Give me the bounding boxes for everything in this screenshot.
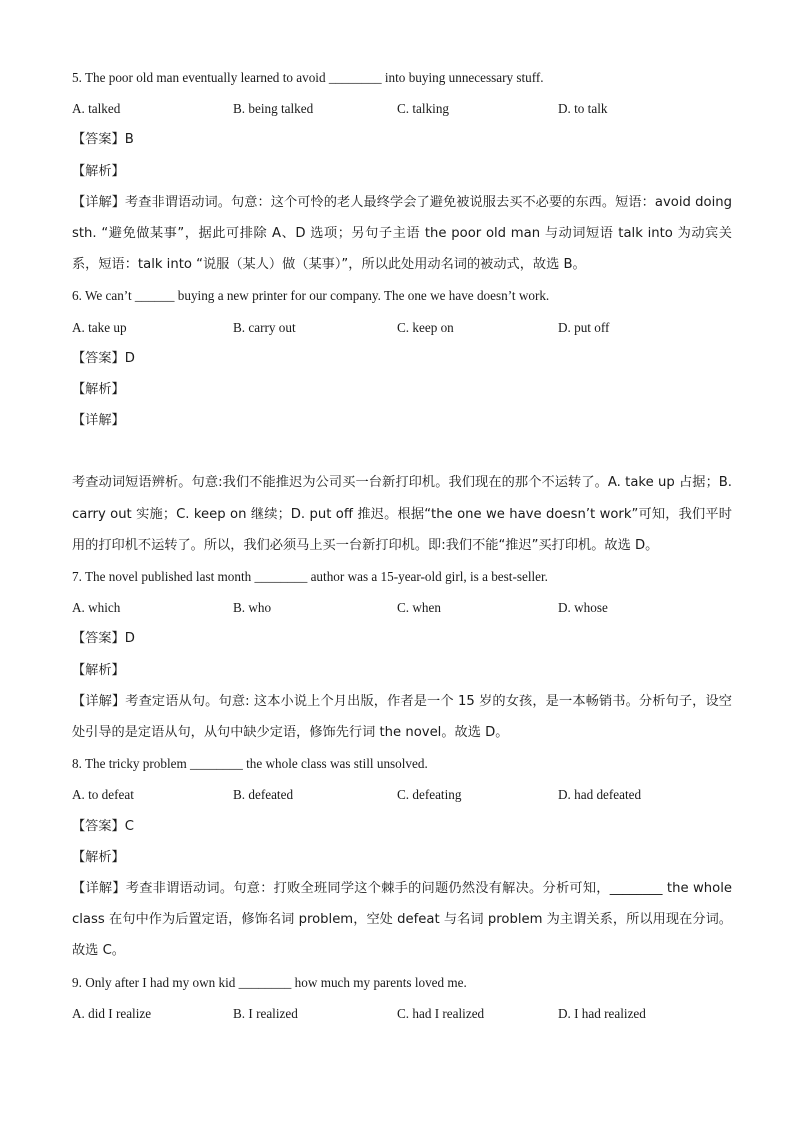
question-8-options (72, 779, 732, 810)
question-7-analysis-label: 【解析】 (72, 662, 125, 678)
question-8-analysis-label: 【解析】 (72, 849, 125, 865)
option-d: D. had defeated (558, 787, 642, 803)
question-5-detail: 【详解】考查非谓语动词。句意：这个可怜的老人最终学会了避免被说服去买不必要的东西。短语：avoid doing sth. “避免做某事”，据此可排除 A、D 选项；另句子主语 the poor old man 与动词短语 talk into 为动宾关系，短语：talk into “说服（某人）做（某事）”，所以此处用动名词的被动式，故选 B。 (72, 194, 732, 273)
question-7-stem: 7. The novel published last month ________ author was a 15-year-old girl, is a best-seller. (72, 569, 548, 585)
question-6-detail-body: 考查动词短语辨析。句意:我们不能推迟为公司买一台新打印机。我们现在的那个不运转了。A. take up 占据；B. carry out 实施；C. keep on 继续；D. put off 推迟。根据“the one we have doesn’t work”可知，我们平时用的打印机不运转了。所以，我们必须马上买一台新打印机。即:我们不能“推迟”买打印机。故选 D。 (72, 475, 732, 553)
option-d: D. whose (558, 600, 608, 616)
option-b: B. I realized (233, 1005, 298, 1021)
option-b: B. carry out (233, 319, 296, 335)
exam-page (72, 62, 732, 1029)
option-b: B. being talked (233, 101, 314, 117)
question-6-options (72, 312, 732, 343)
option-a: A. did I realize (72, 1005, 152, 1021)
question-8-detail: 【详解】考查非谓语动词。句意：打败全班同学这个棘手的问题仍然没有解决。分析可知，________ the whole class 在句中作为后置定语，修饰名词 problem，空处 defeat 与名词 problem 为主谓关系，所以用现在分词。故选 C。 (72, 881, 732, 959)
question-9-options (72, 998, 732, 1029)
option-d: D. I had realized (558, 1005, 646, 1021)
question-9-stem: 9. Only after I had my own kid ________ how much my parents loved me. (72, 974, 467, 990)
option-c: C. keep on (397, 319, 454, 335)
option-c: C. defeating (397, 787, 462, 803)
question-6-stem: 6. We can’t ______ buying a new printer for our company. The one we have doesn’t work. (72, 288, 550, 304)
option-d: D. to talk (558, 101, 608, 117)
question-5-answer: 【答案】B (72, 132, 134, 148)
option-a: A. talked (72, 101, 121, 117)
option-c: C. had I realized (397, 1005, 485, 1021)
question-7-detail: 【详解】考查定语从句。句意: 这本小说上个月出版，作者是一个 15 岁的女孩，是一本畅销书。分析句子，设空处引导的是定语从句，从句中缺少定语，修饰先行词 the novel。故选 D。 (72, 693, 732, 741)
question-5-options (72, 93, 732, 124)
question-8-stem: 8. The tricky problem ________ the whole class was still unsolved. (72, 756, 428, 772)
option-b: B. who (233, 600, 272, 616)
question-8-answer: 【答案】C (72, 818, 134, 834)
question-5-analysis-label: 【解析】 (72, 163, 125, 179)
option-a: A. to defeat (72, 787, 134, 803)
question-6-detail-label: 【详解】 (72, 413, 125, 429)
option-d: D. put off (558, 319, 610, 335)
blank-gap (72, 436, 732, 467)
question-7-options (72, 592, 732, 623)
option-c: C. when (397, 600, 441, 616)
question-6-analysis-label: 【解析】 (72, 381, 125, 397)
option-c: C. talking (397, 101, 450, 117)
option-b: B. defeated (233, 787, 294, 803)
question-5-stem: 5. The poor old man eventually learned to avoid ________ into buying unnecessary stuff. (72, 70, 544, 85)
option-a: A. which (72, 600, 121, 616)
question-6-answer: 【答案】D (72, 350, 135, 366)
option-a: A. take up (72, 319, 127, 335)
question-7-answer: 【答案】D (72, 631, 135, 647)
